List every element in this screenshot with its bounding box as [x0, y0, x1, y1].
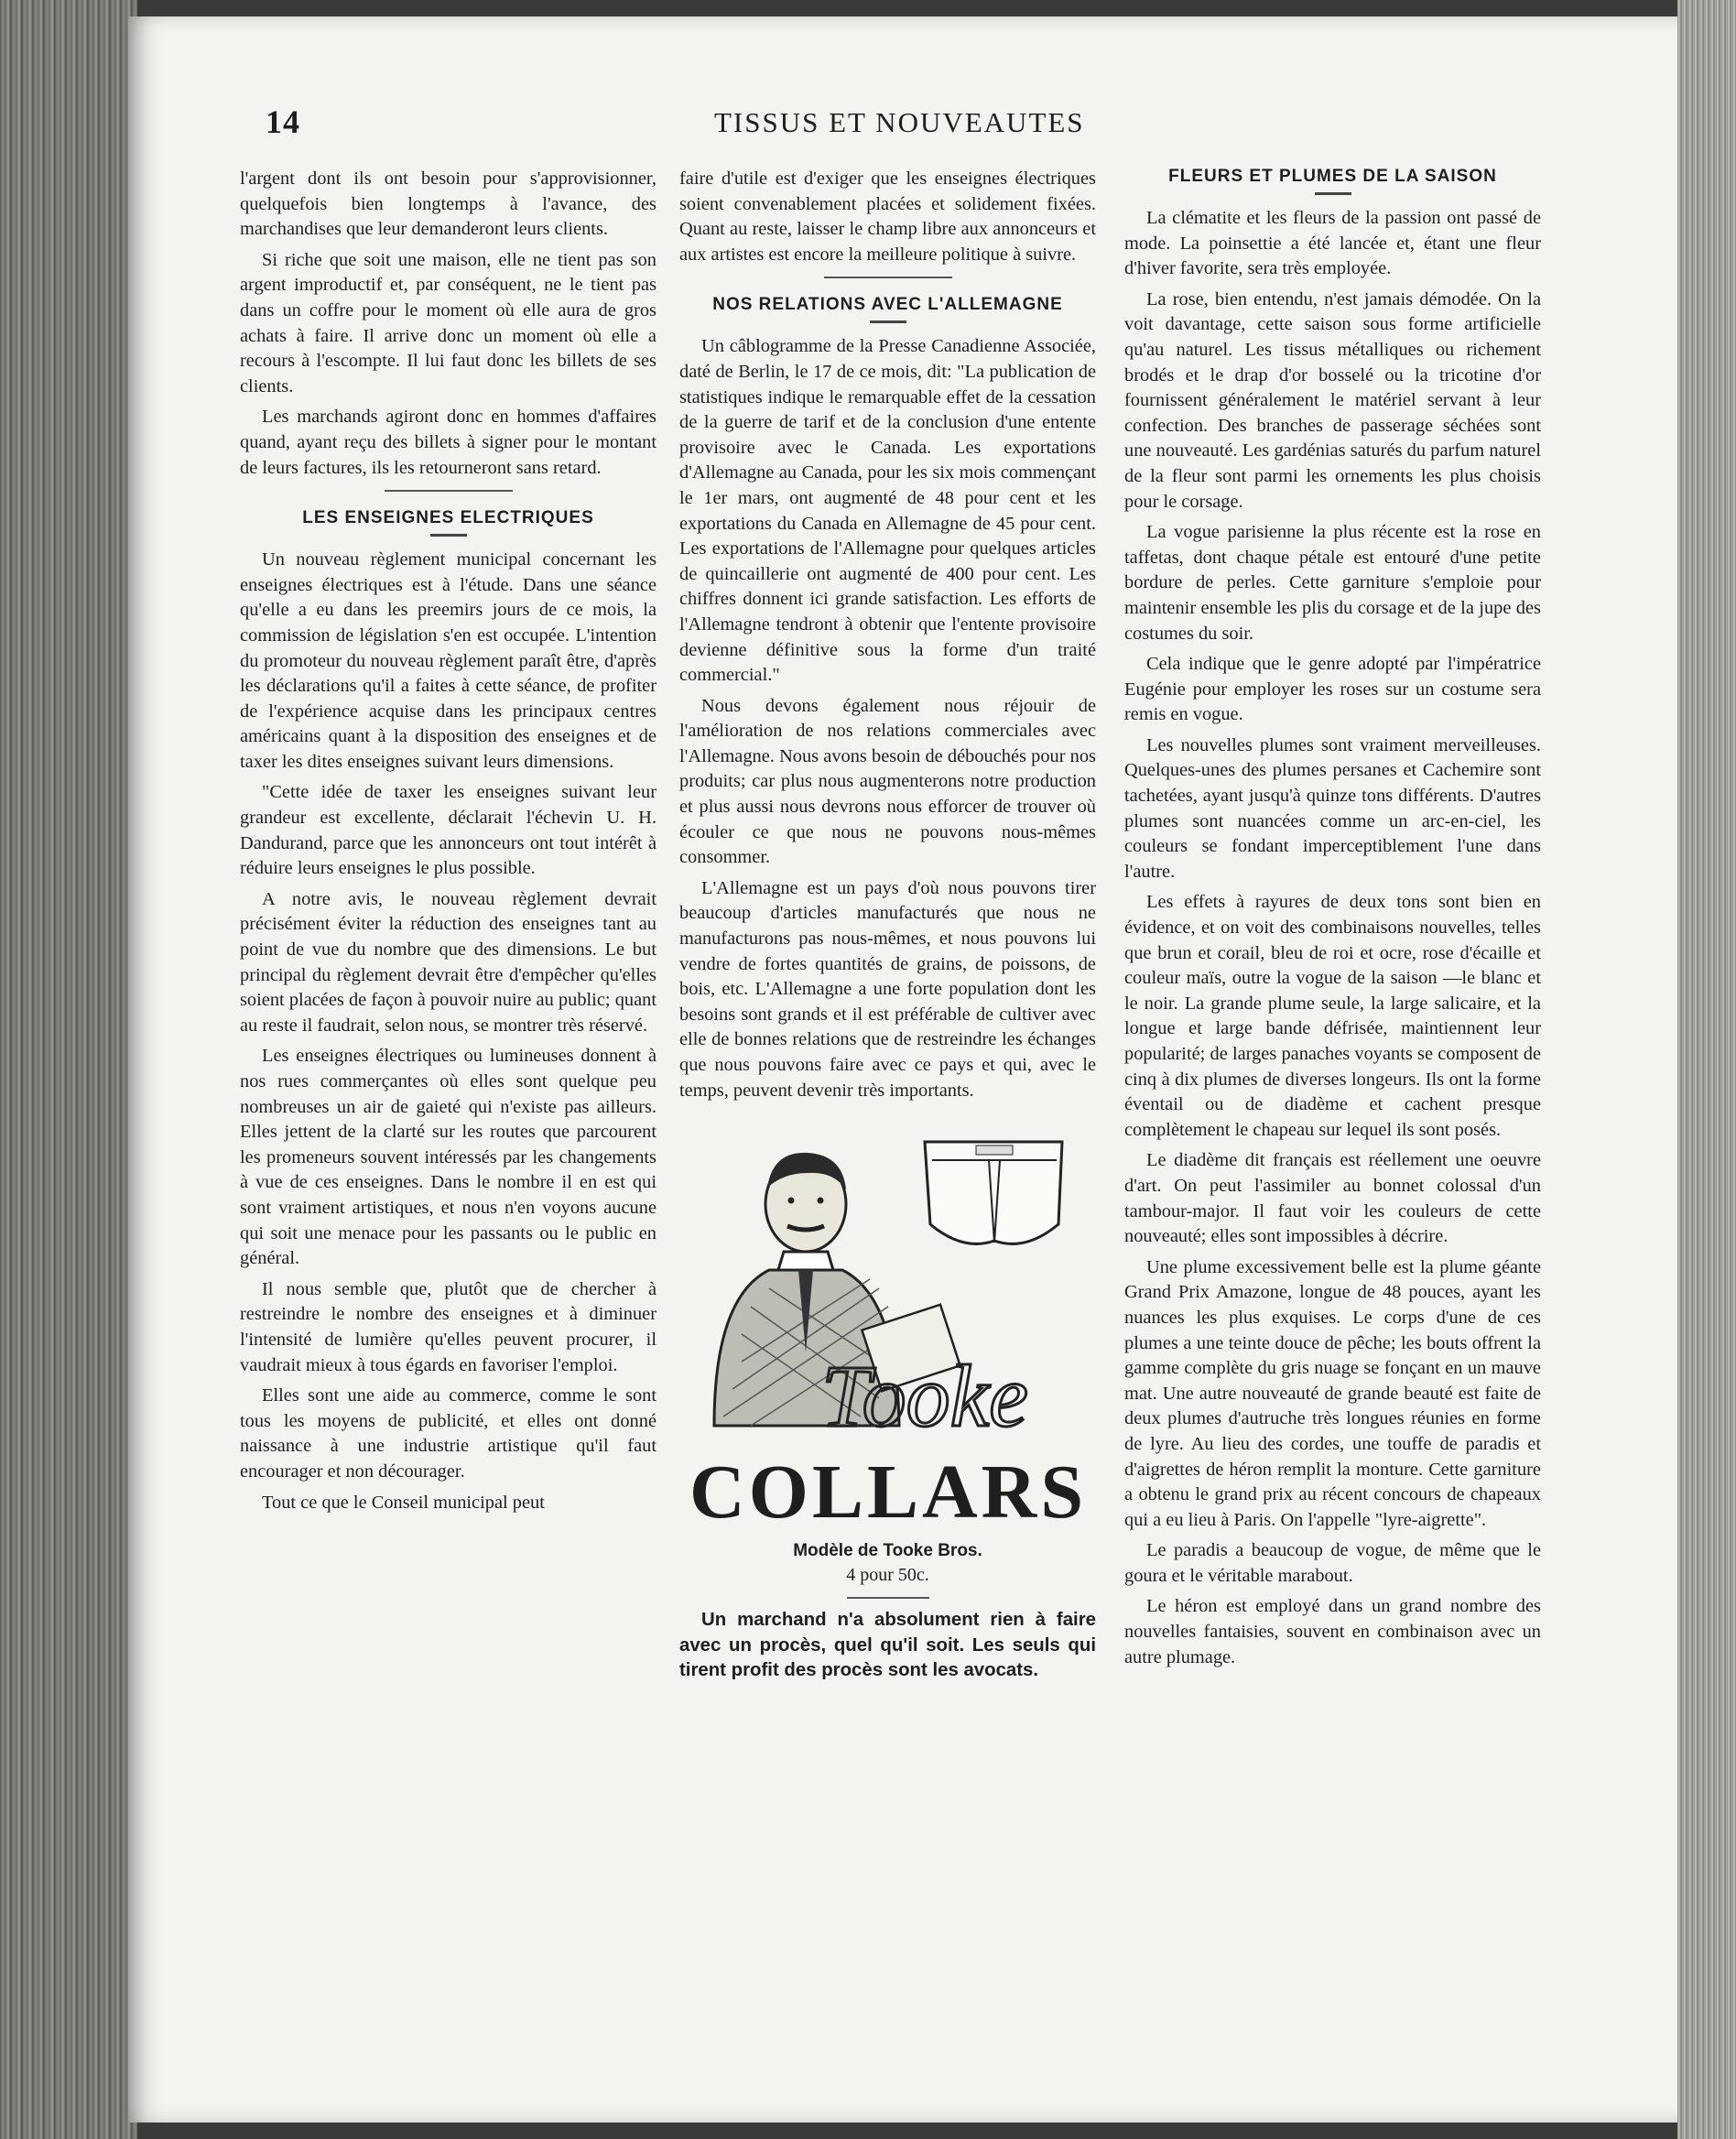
paragraph: Les enseignes électriques ou lumineuses donnent à nos rues commerçantes où elles sont quelque peu nombreuses un air de gaieté qui n'existe pas ailleurs. Elles jettent de la clarté sur les routes que parcourent les promeneurs souvent intéressés par les changements à vue de ces enseignes. Dans le nombre il en est qui sont vraiment artistiques, et nous n'en voyons aucune qui soit une menace pour les passants ou le public en général.	[240, 1046, 656, 1269]
paragraph: A notre avis, le nouveau règlement devrait précisément éviter la réduction des enseignes tant au point de vue du nombre que des dimensions. Le but principal du règlement devrait être d'empêcher qu'elles soient placées de façon à pouvoir nuire au public; quant au reste il faudrait, selon nous, se montrer très réservé.	[240, 888, 656, 1036]
page-stack-edge	[1677, 0, 1736, 2139]
heading-underline	[1315, 192, 1351, 195]
heading-underline	[870, 320, 906, 323]
paragraph: L'Allemagne est un pays d'où nous pouvons tirer beaucoup d'articles manufacturés que nous ne manufacturons pas nous-mêmes, et nous pouvons lui vendre de fortes quantités de grains, de poissons, de bois, etc. L'Allemagne a une forte population dont les besoins sont grands et il est préférable de cultiver avec elle de bonnes relations que de restreindre les échanges que nous pouvons faire avec ce pays et qui, avec le temps, peuvent devenir très importants.	[679, 877, 1096, 1101]
section-heading: FLEURS ET PLUMES DE LA SAISON	[1168, 167, 1497, 186]
paragraph: Un nouveau règlement municipal concernant les enseignes électriques est à l'étude. Dans une séance qu'elle a eu dans les preemirs jours de ce mois, la commission de législation s'en est occupée. L'intention du promoteur du nouveau règlement paraît être, d'après les déclarations qu'il a faites à cette séance, de profiter de l'expérience acquise dans les principaux centres américains quant à la disposition des enseignes et de taxer les dites enseignes suivant leurs dimensions.	[240, 549, 656, 772]
legal-notice: Un marchand n'a absolument rien à faire avec un procès, quel qu'il soit. Les seuls qui tirent profit des procès sont les avocats.	[679, 1610, 1096, 1681]
section-divider	[385, 490, 513, 492]
paragraph: Nous devons également nous réjouir de l'amélioration de nos relations commerciales avec l'Allemagne. Nous avons besoin de débouchés pour nos produits; car plus nous augmenterons notre production et plus aussi nous devrons nous efforcer de trouver où écouler ce que nous ne pouvons nous-mêmes consommer.	[679, 695, 1096, 868]
paragraph: Le héron est employé dans un grand nombre des nouvelles fantaisies, souvent en combinaison avec un autre plumage.	[1124, 1596, 1541, 1667]
collar-illustration-icon	[925, 1142, 1062, 1243]
column-right	[1124, 167, 1541, 1676]
paragraph: La rose, bien entendu, n'est jamais démodée. On la voit davantage, cette saison sous forme artificielle qu'au naturel. Les tissus métalliques ou richement brodés et le drap d'or bosselé ou la tricotine d'or fournissent généralement le matériel servant à leur confection. Des branches de passerage séchées sont une nouveauté. Les gardénias saturés du parfum naturel de la fleur sont parmi les ornements les plus choisis pour le corsage.	[1124, 288, 1541, 512]
section-divider	[824, 277, 952, 278]
paragraph: Une plume excessivement belle est la plume géante Grand Prix Amazone, longue de 48 pouces, ayant les nuances les plus exquises. Le corps d'une de ces plumes a une teinte douce de pêche; les bouts offrent la gamme complète du gris nuage se fonçant en un mauve mat. Une autre nouveauté de grande beauté est faite de deux plumes d'autruche très longues réunies en forme de lyre. Au lieu des cordes, une touffe de paradis et d'aigrettes de héron remplit la monture. Cette garniture a obtenu le grand prix au récent concours de chapeaux qui a eu lieu à Paris. On l'appelle "lyre-aigrette".	[1124, 1256, 1541, 1530]
advertisement-illustration	[696, 1124, 1080, 1453]
paragraph: Tout ce que le Conseil municipal peut	[262, 1492, 545, 1513]
collars-wordmark	[687, 1453, 1090, 1532]
paragraph: Les nouvelles plumes sont vraiment merveilleuses. Quelques-unes des plumes persanes et Cachemire sont tachetées, ayant jusqu'à quinze tons différents. D'autres plumes sont nuancées comme un arc-en-ciel, les couleurs se fondant imperceptiblement l'une dans l'autre.	[1124, 734, 1541, 882]
ad-caption: Modèle de Tooke Bros.	[793, 1541, 982, 1561]
notice-divider	[847, 1597, 929, 1599]
svg-text:COLLARS: COLLARS	[689, 1453, 1087, 1533]
running-title: TISSUS ET NOUVEAUTES	[714, 106, 1085, 138]
paragraph: Elles sont une aide au commerce, comme le sont tous les moyens de publicité, et elles ont donné naissance à une industrie artistique qu'il faut encourager et non décourager.	[240, 1385, 656, 1482]
ad-price: 4 pour 50c.	[846, 1565, 929, 1586]
paragraph: "Cette idée de taxer les enseignes suivant leur grandeur est excellente, déclarait l'échevin U. H. Dandurand, parce que les annonceurs ont tout intérêt à réduire leurs enseignes le plus possible.	[240, 782, 656, 879]
paragraph: Il nous semble que, plutôt que de chercher à restreindre le nombre des enseignes et à diminuer l'intensité de lumière qu'elles peuvent procurer, il vaudrait mieux à tous égards en favoriser l'emploi.	[240, 1278, 656, 1375]
section-heading: LES ENSEIGNES ELECTRIQUES	[302, 508, 594, 528]
paragraph: Le diadème dit français est réellement une oeuvre d'art. On peut l'assimiler au bonnet colossal d'un tambour-major. Il faut voir les couleurs de cette nouveauté; elles sont impossibles à décrire.	[1124, 1150, 1541, 1247]
paragraph: Les marchands agiront donc en hommes d'affaires quand, ayant reçu des billets à signer pour le montant de leurs factures, ils les retourneront sans retard.	[240, 407, 656, 478]
column-middle	[679, 167, 1096, 1689]
paragraph: faire d'utile est d'exiger que les enseignes électriques soient convenablement placées et solidement fixées. Quant au reste, laisser le champ libre aux annonceurs et aux artistes est encore la meilleure politique à suivre.	[679, 168, 1096, 265]
section-heading: NOS RELATIONS AVEC L'ALLEMAGNE	[712, 295, 1063, 315]
paragraph: Un câblogramme de la Presse Canadienne Associée, daté de Berlin, le 17 de ce mois, dit: "La publication de statistiques indique le remarquable effet de la cessation de la guerre de tarif et de la conclusion d'une entente provisoire avec le Canada. Les exportations d'Allemagne au Canada, pour les six mois commençant le 1er mars, ont augmenté de 48 pour cent et les exportations du Canada en Allemagne de 45 pour cent. Les exportations de l'Allemagne pour quelques articles de quincaillerie ont augmenté de 400 pour cent. Les chiffres donnent ici grande satisfaction. Les efforts de l'Allemagne tendront à obtenir que l'entente provisoire devienne définitive sous la forme d'un traité commercial."	[679, 336, 1096, 686]
paragraph: Si riche que soit une maison, elle ne tient pas son argent improductif et, par conséquent, ne le tient pas dans un coffre pour le moment où elle aura de gros achats à faire. Il arrive donc un moment où elle a recours à l'escompte. Il lui faut donc les billets de ses clients.	[240, 249, 656, 396]
column-left	[240, 167, 656, 1521]
tooke-collars-advertisement	[679, 1124, 1096, 1586]
paragraph: l'argent dont ils ont besoin pour s'approvisionner, quelquefois bien longtemps à l'avance, des marchandises que leur demanderont leurs clients.	[240, 168, 656, 240]
paragraph: Le paradis a beaucoup de vogue, de même que le goura et le véritable marabout.	[1124, 1540, 1541, 1586]
paragraph: Cela indique que le genre adopté par l'impératrice Eugénie pour employer les roses sur un costume sera remis en vogue.	[1124, 654, 1541, 725]
book-binding-edge	[0, 0, 137, 2139]
paragraph: La clématite et les fleurs de la passion ont passé de mode. La poinsettie a été lancée et, étant une fleur d'hiver favorite, sera très employée.	[1124, 208, 1541, 279]
paragraph: La vogue parisienne la plus récente est la rose en taffetas, dont chaque pétale est entouré d'une petite bordure de perles. Cette garniture s'emploie pour maintenir ensemble les plis du corsage et de la jupe des costumes du soir.	[1124, 522, 1541, 644]
heading-underline	[430, 534, 467, 537]
paragraph: Les effets à rayures de deux tons sont bien en évidence, et on voit des combinaisons nouvelles, telles que brun et corail, bleu de roi et ocre, rose d'écaille et couleur maïs, outre la vogue de la saison —le blanc et le noir. La grande plume seule, la large salicaire, et la longue et large bande défrisée, maintiennent leur popularité; de larges panaches voyants se composent de cinq à dix plumes de diverses longeurs. Ils ont la forme éventail ou de diadème et cachent presque complètement le chapeau sur lequel ils sont posés.	[1124, 892, 1541, 1140]
page-number: 14	[266, 103, 300, 140]
tooke-script-logo: Tooke	[820, 1347, 1028, 1446]
